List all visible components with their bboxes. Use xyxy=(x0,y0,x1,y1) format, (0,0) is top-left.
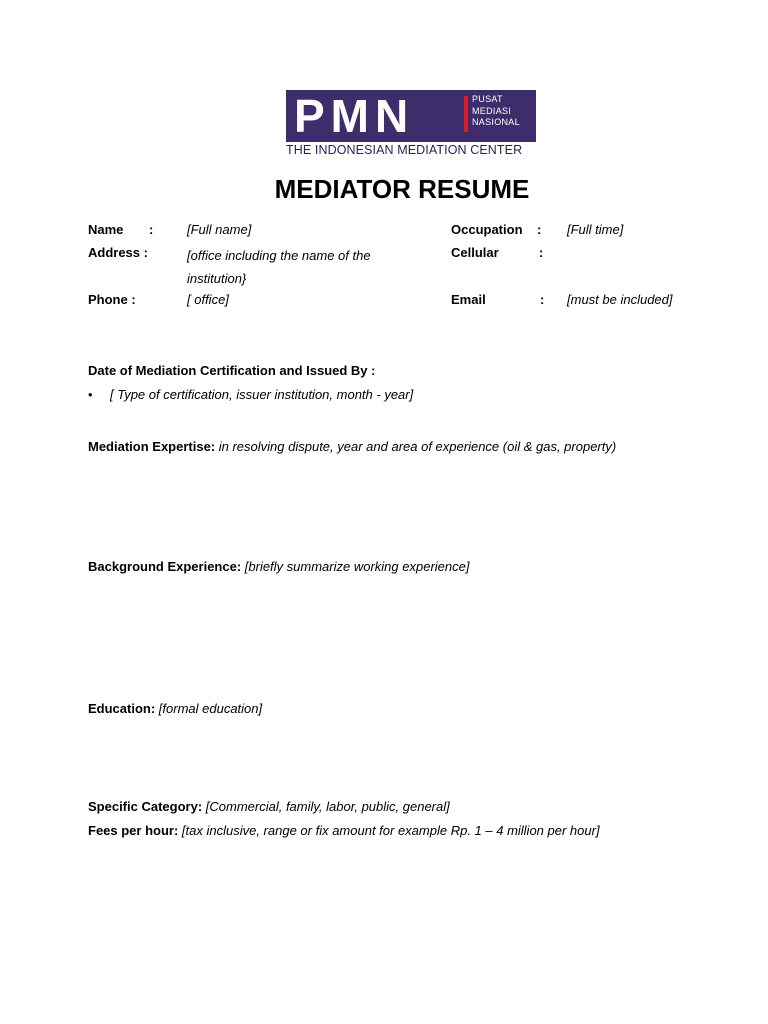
logo-sub-line-2: MEDIASI xyxy=(472,105,512,116)
logo-divider xyxy=(464,96,468,132)
cellular-colon: : xyxy=(539,245,544,260)
address-label: Address : xyxy=(88,245,148,260)
logo-box xyxy=(286,90,536,142)
fees-label: Fees per hour: xyxy=(88,823,179,838)
email-value: [must be included] xyxy=(567,292,673,307)
category-line xyxy=(88,798,450,816)
name-label: Name xyxy=(88,222,124,237)
document-title: MEDIATOR RESUME xyxy=(274,174,530,204)
education-value: [formal education] xyxy=(155,701,263,716)
phone-value: [ office] xyxy=(187,292,229,307)
logo-caption: THE INDONESIAN MEDIATION CENTER xyxy=(286,143,523,157)
occupation-value: [Full time] xyxy=(567,222,624,237)
occupation-label: Occupation xyxy=(451,222,523,237)
logo-letters: PMN xyxy=(294,90,415,142)
certification-item: [ Type of certification, issuer institution, month - year] xyxy=(110,387,414,402)
certification-heading: Date of Mediation Certification and Issued By : xyxy=(88,363,376,378)
education-label: Education: xyxy=(88,701,156,716)
logo-subtitle xyxy=(472,94,520,129)
logo-sub-line-3: NASIONAL xyxy=(472,117,520,127)
cellular-label: Cellular xyxy=(451,245,499,260)
expertise-value: in resolving dispute, year and area of experience (oil & gas, property) xyxy=(215,439,617,454)
occupation-colon: : xyxy=(537,222,542,237)
phone-label: Phone : xyxy=(88,292,136,307)
logo-sub-line-1: PUSAT xyxy=(472,94,503,104)
fees-value: [tax inclusive, range or fix amount for example Rp. 1 – 4 million per hour] xyxy=(178,823,600,838)
expertise-line xyxy=(88,438,616,456)
logo xyxy=(286,90,538,157)
email-colon: : xyxy=(540,292,545,307)
education-line xyxy=(88,700,262,718)
fees-line xyxy=(88,822,600,840)
expertise-label: Mediation Expertise: xyxy=(88,439,216,454)
name-colon: : xyxy=(149,222,154,237)
address-value: [office including the name of the institution} xyxy=(187,248,371,286)
email-label: Email xyxy=(451,292,486,307)
background-label: Background Experience: xyxy=(88,559,242,574)
background-value: [briefly summarize working experience] xyxy=(241,559,470,574)
category-value: [Commercial, family, labor, public, general] xyxy=(202,799,450,814)
name-value: [Full name] xyxy=(187,222,252,237)
category-label: Specific Category: xyxy=(88,799,203,814)
background-line xyxy=(88,558,469,576)
bullet-icon: • xyxy=(88,387,93,402)
